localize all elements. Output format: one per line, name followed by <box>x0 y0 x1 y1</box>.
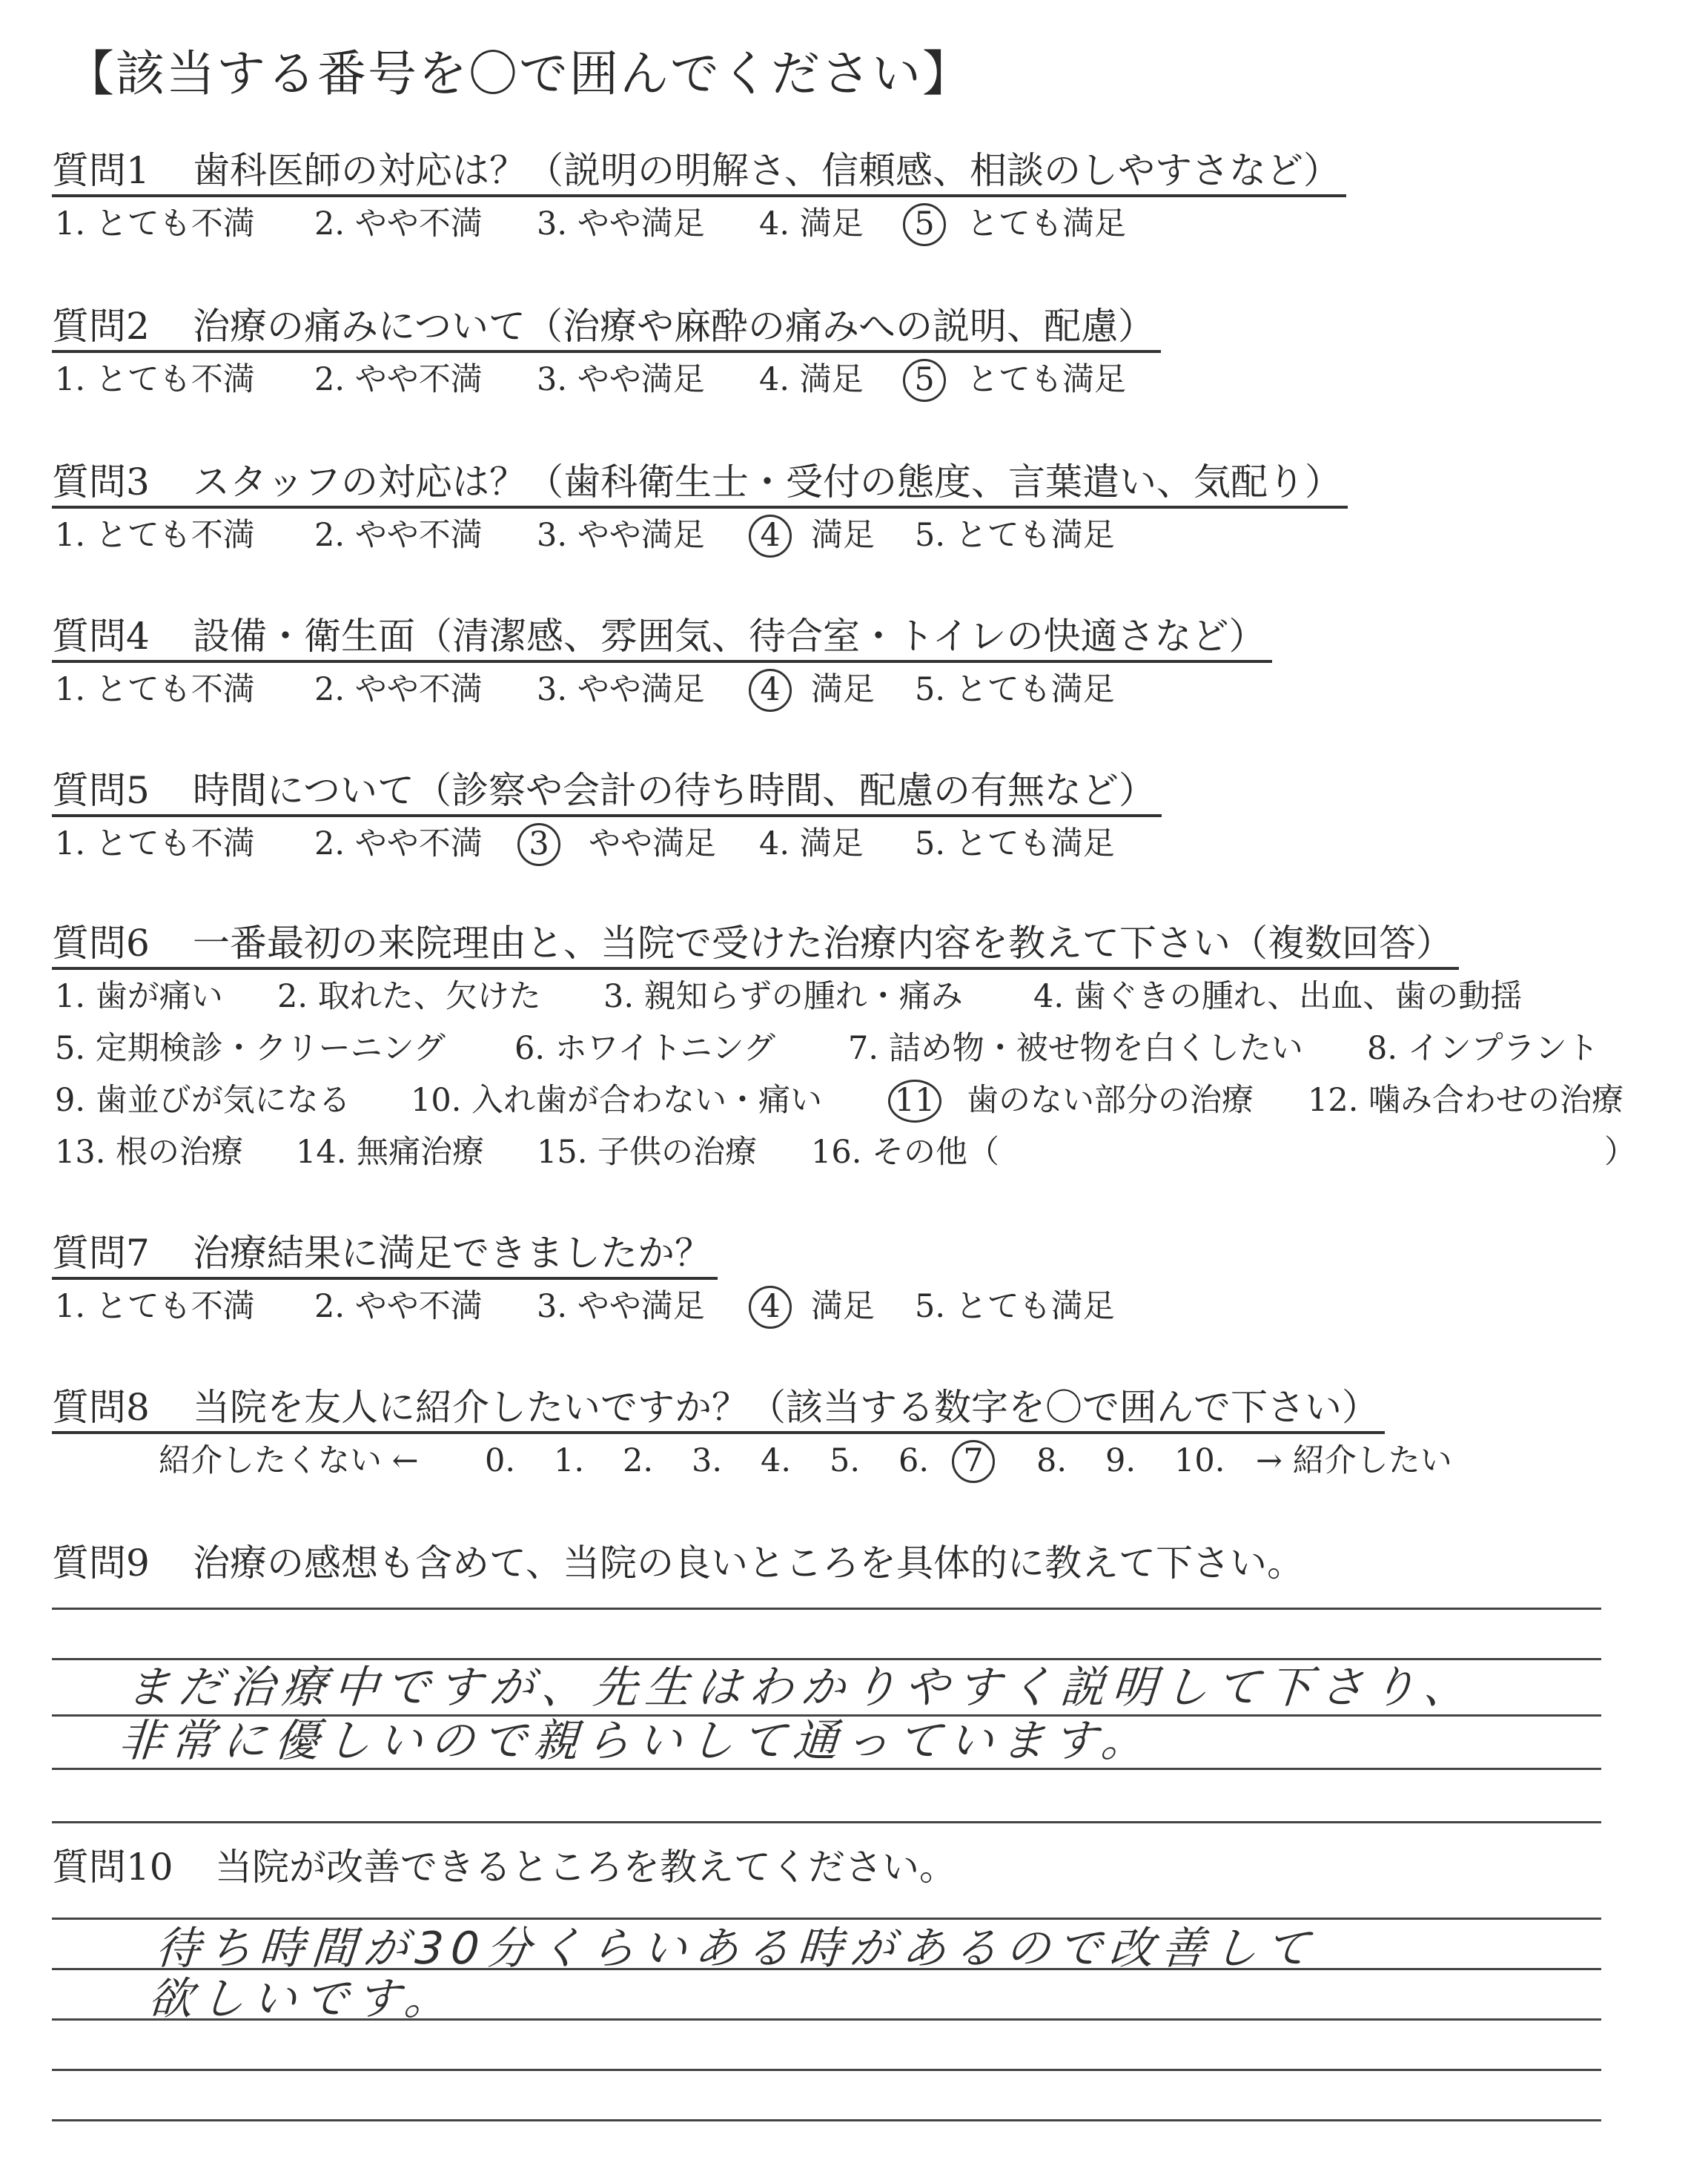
q7-option-5[interactable]: 5. とても満足 <box>915 1288 1115 1325</box>
q4-option-5[interactable]: 5. とても満足 <box>915 671 1115 708</box>
q2-option-4[interactable]: 4. 満足 <box>759 361 864 398</box>
q6-option-7[interactable]: 7. 詰め物・被せ物を白くしたい <box>848 1030 1303 1067</box>
question-3-heading <box>52 458 1348 509</box>
question-2-number: 質問2 <box>52 305 150 348</box>
question-6-heading <box>52 919 1459 970</box>
q8-option-5[interactable]: 5. <box>830 1442 861 1479</box>
question-2-heading <box>52 303 1161 353</box>
question-7-number: 質問7 <box>52 1232 150 1275</box>
q1-option-1[interactable]: 1. とても不満 <box>55 205 255 242</box>
q8-option-3[interactable]: 3. <box>692 1442 723 1479</box>
question-1-text: 歯科医師の対応は？（説明の明解さ、信頼感、相談のしやすさなど） <box>193 149 1340 192</box>
question-2-text: 治療の痛みについて（治療や麻酔の痛みへの説明、配慮） <box>193 305 1155 348</box>
question-4-heading <box>52 612 1272 663</box>
question-3-text: スタッフの対応は？（歯科衛生士・受付の態度、言葉遣い、気配り） <box>193 460 1342 503</box>
q6-option-16-close-paren: ） <box>1604 1134 1636 1171</box>
q1-option-3[interactable]: 3. やや満足 <box>537 205 705 242</box>
q4-option-4-circled[interactable]: 4 <box>749 669 792 712</box>
q7-option-4-label[interactable]: 満足 <box>811 1288 875 1325</box>
q6-option-16[interactable]: 16. その他（ <box>811 1134 1000 1171</box>
q6-option-3[interactable]: 3. 親知らずの腫れ・痛み <box>603 978 963 1015</box>
q2-option-2[interactable]: 2. やや不満 <box>314 361 483 398</box>
q10-answer-line <box>52 2119 1601 2121</box>
q8-option-2[interactable]: 2. <box>623 1442 654 1479</box>
q6-option-10[interactable]: 10. 入れ歯が合わない・痛い <box>411 1082 823 1119</box>
q1-option-5-label[interactable]: とても満足 <box>967 205 1126 242</box>
question-8-number: 質問8 <box>52 1386 150 1429</box>
question-6-number: 質問6 <box>52 922 150 965</box>
q9-handwritten-answer-line-2[interactable]: 非常に優しいので親らいして通っています。 <box>116 1715 1155 1767</box>
question-7-heading <box>52 1229 718 1280</box>
q8-option-7-circled[interactable]: 7 <box>952 1440 995 1483</box>
q5-option-5[interactable]: 5. とても満足 <box>915 825 1115 862</box>
q5-option-3-circled[interactable]: 3 <box>517 823 560 866</box>
q4-option-4-label[interactable]: 満足 <box>811 671 875 708</box>
q7-option-3[interactable]: 3. やや満足 <box>537 1288 705 1325</box>
q10-answer-line <box>52 1918 1601 1920</box>
q3-option-4-label[interactable]: 満足 <box>811 517 875 554</box>
q6-option-12[interactable]: 12. 噛み合わせの治療 <box>1308 1082 1624 1119</box>
q8-option-9[interactable]: 9. <box>1105 1442 1136 1479</box>
q5-option-2[interactable]: 2. やや不満 <box>314 825 483 862</box>
q7-option-1[interactable]: 1. とても不満 <box>55 1288 255 1325</box>
question-10-number: 質問10 <box>52 1846 173 1889</box>
q8-option-0[interactable]: 0. <box>485 1442 516 1479</box>
q5-option-4[interactable]: 4. 満足 <box>759 825 864 862</box>
q6-option-5[interactable]: 5. 定期検診・クリーニング <box>55 1030 446 1067</box>
q2-option-3[interactable]: 3. やや満足 <box>537 361 705 398</box>
q4-option-3[interactable]: 3. やや満足 <box>537 671 705 708</box>
question-8-text: 当院を友人に紹介したいですか？（該当する数字を〇で囲んで下さい） <box>193 1386 1379 1429</box>
question-9-text: 治療の感想も含めて、当院の良いところを具体的に教えて下さい。 <box>193 1542 1304 1585</box>
question-1-heading <box>52 147 1346 197</box>
q6-option-2[interactable]: 2. 取れた、欠けた <box>277 978 541 1015</box>
q10-handwritten-answer-line-2[interactable]: 欲しいです。 <box>146 1973 458 2025</box>
q2-option-5-label[interactable]: とても満足 <box>967 361 1126 398</box>
q6-option-14[interactable]: 14. 無痛治療 <box>296 1134 485 1171</box>
q6-option-9[interactable]: 9. 歯並びが気になる <box>55 1082 351 1119</box>
q9-answer-line <box>52 1608 1601 1610</box>
q1-option-5-circled[interactable]: 5 <box>903 203 946 246</box>
question-6-text: 一番最初の来院理由と、当院で受けた治療内容を教えて下さい（複数回答） <box>193 922 1453 965</box>
q7-option-4-circled[interactable]: 4 <box>749 1286 792 1329</box>
q1-option-2[interactable]: 2. やや不満 <box>314 205 483 242</box>
q6-option-8[interactable]: 8. インプラント <box>1367 1030 1599 1067</box>
q6-option-13[interactable]: 13. 根の治療 <box>55 1134 244 1171</box>
question-5-text: 時間について（診察や会計の待ち時間、配慮の有無など） <box>193 769 1156 812</box>
question-7-text: 治療結果に満足できましたか？ <box>193 1232 712 1275</box>
q8-option-6[interactable]: 6. <box>898 1442 930 1479</box>
q9-answer-line <box>52 1821 1601 1823</box>
question-4-text: 設備・衛生面（清潔感、雰囲気、待合室・トイレの快適さなど） <box>193 615 1266 658</box>
question-9-heading <box>52 1539 1310 1587</box>
q5-option-1[interactable]: 1. とても不満 <box>55 825 255 862</box>
q4-option-2[interactable]: 2. やや不満 <box>314 671 483 708</box>
q8-option-4[interactable]: 4. <box>761 1442 792 1479</box>
q3-option-3[interactable]: 3. やや満足 <box>537 517 705 554</box>
q3-option-1[interactable]: 1. とても不満 <box>55 517 255 554</box>
q10-answer-line <box>52 2069 1601 2071</box>
q8-option-10[interactable]: 10. <box>1174 1442 1225 1479</box>
q6-option-11-circled[interactable]: 11 <box>888 1080 941 1123</box>
q7-option-2[interactable]: 2. やや不満 <box>314 1288 483 1325</box>
q10-handwritten-answer-line-1[interactable]: 待ち時間が30分くらいある時があるので改善して <box>153 1923 1319 1975</box>
q2-option-1[interactable]: 1. とても不満 <box>55 361 255 398</box>
q1-option-4[interactable]: 4. 満足 <box>759 205 864 242</box>
q6-option-4[interactable]: 4. 歯ぐきの腫れ、出血、歯の動揺 <box>1033 978 1523 1015</box>
q8-right-label: → 紹介したい <box>1256 1442 1452 1479</box>
question-9-number: 質問9 <box>52 1542 150 1585</box>
q9-handwritten-answer-line-1[interactable]: まだ治療中ですが、先生はわかりやすく説明して下さり、 <box>124 1662 1477 1714</box>
q6-option-6[interactable]: 6. ホワイトニング <box>514 1030 775 1067</box>
q6-option-1[interactable]: 1. 歯が痛い <box>55 978 223 1015</box>
question-1-number: 質問1 <box>52 149 150 192</box>
question-10-text: 当院が改善できるところを教えてください。 <box>215 1846 956 1889</box>
q9-answer-line <box>52 1768 1601 1770</box>
form-title: 【該当する番号を〇で囲んでください】 <box>65 45 973 102</box>
q8-option-8[interactable]: 8. <box>1036 1442 1068 1479</box>
q3-option-2[interactable]: 2. やや不満 <box>314 517 483 554</box>
q6-option-15[interactable]: 15. 子供の治療 <box>537 1134 758 1171</box>
question-5-heading <box>52 767 1162 817</box>
q3-option-5[interactable]: 5. とても満足 <box>915 517 1115 554</box>
question-4-number: 質問4 <box>52 615 150 658</box>
question-5-number: 質問5 <box>52 769 150 812</box>
q8-option-1[interactable]: 1. <box>554 1442 585 1479</box>
question-8-heading <box>52 1384 1385 1434</box>
q6-option-11-label[interactable]: 歯のない部分の治療 <box>967 1082 1254 1119</box>
q9-answer-line <box>52 1658 1601 1660</box>
q3-option-4-circled[interactable]: 4 <box>749 515 792 558</box>
q4-option-1[interactable]: 1. とても不満 <box>55 671 255 708</box>
question-3-number: 質問3 <box>52 460 150 503</box>
q8-left-label: 紹介したくない ← <box>159 1442 419 1479</box>
q2-option-5-circled[interactable]: 5 <box>903 359 946 402</box>
q5-option-3-label[interactable]: やや満足 <box>589 825 716 862</box>
question-10-heading <box>52 1843 962 1891</box>
